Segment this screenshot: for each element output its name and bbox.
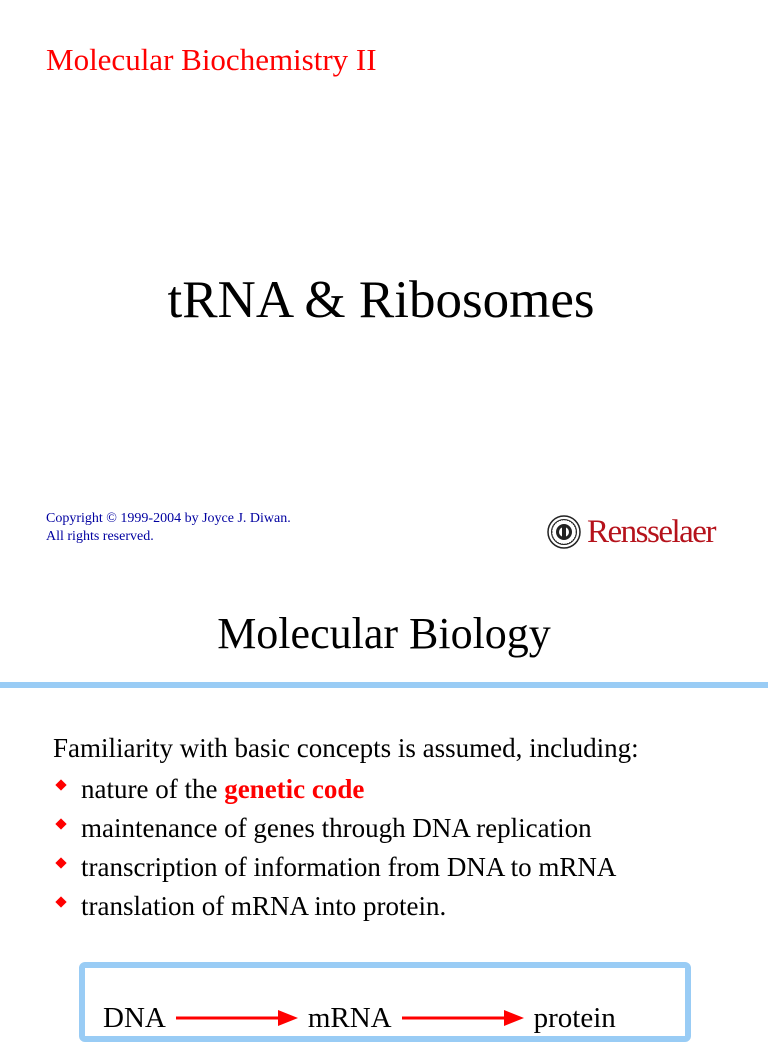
bullet-text: maintenance of genes through DNA replication <box>81 813 592 843</box>
rensselaer-logo <box>547 512 747 552</box>
university-seal-icon <box>547 515 581 549</box>
central-dogma-box <box>79 962 691 1042</box>
flow-step-mrna: mRNA <box>307 1002 392 1034</box>
slide-title: Molecular Biology <box>217 609 551 658</box>
list-item <box>53 848 616 887</box>
list-item <box>53 770 616 809</box>
copyright-notice <box>46 510 291 546</box>
diamond-bullet-icon <box>55 896 66 907</box>
title-divider <box>0 682 768 688</box>
diamond-bullet-icon <box>55 818 66 829</box>
diamond-bullet-icon <box>55 857 66 868</box>
course-title: Molecular Biochemistry II <box>46 42 377 77</box>
logo-text: Rensselaer <box>587 514 715 550</box>
list-item <box>53 809 616 848</box>
list-item <box>53 887 616 926</box>
copyright-line-2: All rights reserved. <box>46 529 154 544</box>
bullet-text: nature of the <box>81 774 225 804</box>
genetic-code-highlight: genetic code <box>224 774 365 804</box>
diamond-bullet-icon <box>55 779 66 790</box>
bullet-text: translation of mRNA into protein. <box>81 891 447 921</box>
flow-step-dna: DNA <box>103 1002 166 1034</box>
arrow-right-icon <box>176 1008 298 1028</box>
slide-2 <box>0 576 768 1034</box>
intro-text: Familiarity with basic concepts is assumed, including: <box>53 733 639 763</box>
bullet-text: transcription of information from DNA to mRNA <box>81 852 617 882</box>
central-dogma-flow <box>103 1000 616 1036</box>
slide-title: tRNA & Ribosomes <box>167 271 595 329</box>
flow-step-protein: protein <box>533 1002 616 1034</box>
arrow-right-icon <box>402 1008 524 1028</box>
copyright-line-1: Copyright © 1999-2004 by Joyce J. Diwan. <box>46 511 291 526</box>
concept-list <box>53 770 616 926</box>
